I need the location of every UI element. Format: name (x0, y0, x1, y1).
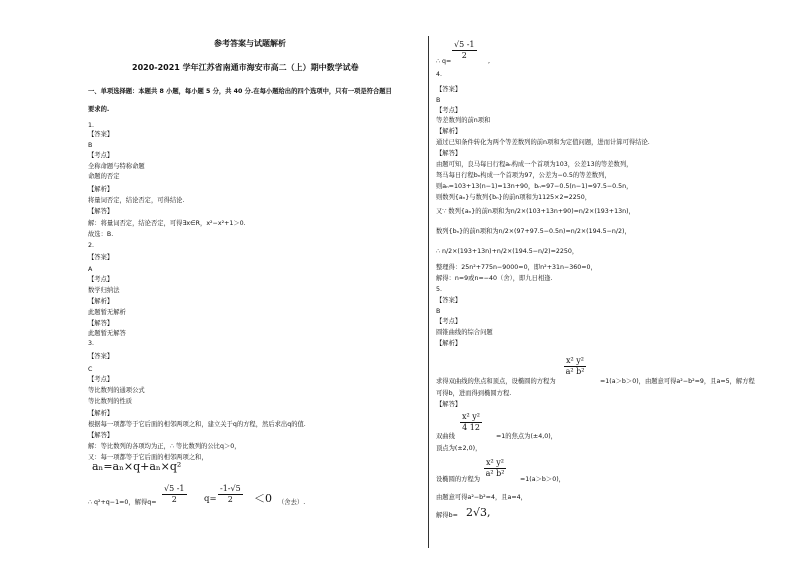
q4-analysis: 通过已知条件转化为两个等差数列的前n项和为定值问题，进而计算可得结论. (436, 139, 650, 146)
q2-analysis: 此题暂无解析 (88, 309, 126, 316)
q2-answer: A (88, 266, 93, 273)
q4-line-5: 又∵ 数列{aₙ}的前n项和为n/2×(103+13n+90)=n/2×(193+13n)， (436, 208, 635, 215)
q3-solution-line-2: 又：每一项都等于它后面的相邻两项之和， (88, 454, 208, 461)
q5-line-5-prefix: 解得b= (436, 512, 458, 519)
q2-number: 2. (88, 242, 95, 249)
q4-analysis-tag: 【解析】 (436, 128, 462, 135)
q5-number: 5. (436, 286, 443, 293)
q4-line-3: 则aₙ=103+13(n−1)=13n+90，bₙ=97−0.5(n−1)=97.5−0.5n， (436, 183, 633, 190)
q3-fraction-a: $\frac{√5 -1}{2}$ (164, 484, 185, 504)
q3-solution-tag: 【解答】 (88, 432, 114, 439)
q5-vertex-line: 顶点为(±2,0)， (436, 445, 482, 452)
q2-answer-tag: 【答案】 (88, 254, 114, 261)
q4-answer-tag: 【答案】 (436, 86, 462, 93)
q5-analysis-line-1: 求得双曲线的焦点和顶点，设椭圆的方程为 (436, 378, 556, 385)
q4-point-1: 等差数列的前n项和 (436, 117, 491, 124)
q3-fraction-b-prefix: q= (204, 494, 217, 504)
q4-line-9: 解得：n=9或n=−40（舍），即九日相逢. (436, 275, 553, 282)
q2-analysis-tag: 【解析】 (88, 298, 114, 305)
q5-analysis-line-1-tail: =1(a＞b＞0)，由题意可得a²−b²=9，且a=5，解方程 (600, 378, 755, 385)
q5-point-tag: 【考点】 (436, 318, 462, 325)
q5-analysis-line-2: 可得b，进而得到椭圆方程. (436, 390, 512, 397)
q1-point-1: 全称命题与特称命题 (88, 163, 145, 170)
doc-subtitle: 2020-2021 学年江苏省南通市海安市高二（上）期中数学试卷 (132, 63, 359, 72)
q5-line-4: 由题意可得a²−b²=4，且a=4， (436, 494, 527, 501)
q5-analysis-tag: 【解析】 (436, 340, 462, 347)
q4-line-2: 驽马每日行程bₙ构成一个首项为97，公差为−0.5的等差数列， (436, 172, 611, 179)
q5-ellipse-fraction: $\frac{\text{x² y²}}{\text{a² b²}}$ (565, 356, 585, 376)
q5-ellipse2-fraction: $\frac{\text{x² y²}}{\text{a² b²}}$ (485, 458, 505, 478)
q4-solution-tag: 【解答】 (436, 150, 462, 157)
q1-answer: B (88, 142, 93, 149)
q5-hyperbola-suffix: =1的焦点为(±4,0)， (496, 433, 557, 440)
section-heading-cont: 要求的. (88, 106, 110, 113)
q3-solution-line-1: 解：等比数列的各项均为正，∴ 等比数列的公比q＞0， (88, 443, 241, 450)
q5-line-5-value: 2√3, (466, 506, 491, 519)
q3-discard: （舍去）. (278, 499, 306, 506)
q2-solution: 此题暂无解答 (88, 330, 126, 337)
q1-number: 1. (88, 122, 95, 129)
q1-answer-tag: 【答案】 (88, 131, 114, 138)
q3-fraction-b: $\frac{-1-√5}{2}$ (220, 484, 241, 504)
q5-answer: B (436, 308, 441, 315)
q1-solution: 解：将量词否定，结论否定，可得∃x∈R，x²−x²+1＞0. (88, 220, 246, 227)
q5-point-1: 圆锥曲线的综合问题 (436, 329, 493, 336)
q5-hyperbola-fraction: $\frac{\text{x² y²}}{4 12}$ (462, 412, 480, 432)
q5-ellipse2-prefix: 设椭圆的方程为 (436, 476, 481, 483)
q1-analysis-tag: 【解析】 (88, 186, 114, 193)
q1-solution-tag: 【解答】 (88, 208, 114, 215)
q5-solution-tag: 【解答】 (436, 401, 462, 408)
q3-point-1: 等比数列的通项公式 (88, 387, 145, 394)
q3-analysis-tag: 【解析】 (88, 410, 114, 417)
q1-point-tag: 【考点】 (88, 152, 114, 159)
q2-point-1: 数学归纳法 (88, 287, 120, 294)
q3-fraction-b-suffix: ＜0 (254, 492, 272, 505)
q3-point-tag: 【考点】 (88, 376, 114, 383)
q3-point-2: 等比数列的性质 (88, 398, 133, 405)
q5-ellipse2-suffix: =1(a＞b＞0)， (520, 476, 565, 483)
q3-number: 3. (88, 340, 95, 347)
q3-equation-main: aₙ=aₙ×q+aₙ×q² (92, 460, 182, 473)
q3-end-comma: , (488, 58, 491, 65)
q1-point-2: 命题的否定 (88, 173, 120, 180)
q4-line-7: ∴ n/2×(193+13n)+n/2×(194.5−n/2)=2250， (436, 248, 579, 255)
q4-point-tag: 【考点】 (436, 107, 462, 114)
q1-analysis: 将量词否定，结论否定，可得结论. (88, 197, 185, 204)
column-divider (428, 36, 429, 548)
q4-answer: B (436, 97, 441, 104)
section-heading: 一、单项选择题：本题共 8 小题，每小题 5 分，共 40 分.在每小题给出的四个选项中，只有一项是符合题目 (88, 88, 392, 95)
q3-answer: C (88, 366, 93, 373)
q3-answer-tag: 【答案】 (88, 353, 114, 360)
q4-line-4: 则数列{aₙ}与数列{bₙ}的前n项和为1125×2=2250， (436, 194, 592, 201)
doc-title: 参考答案与试题解析 (214, 39, 286, 48)
q2-point-tag: 【考点】 (88, 276, 114, 283)
q3-solution-line-4: ∴ q²+q−1=0，解得q= (88, 499, 157, 506)
q4-line-6: 数列{bₙ}的前n项和为n/2×(97+97.5−0.5n)=n/2×(194.5−n/2)， (436, 228, 631, 235)
q4-line-8: 整理得：25n²+775n−9000=0，即n²+31n−360=0， (436, 264, 597, 271)
q5-answer-tag: 【答案】 (436, 297, 462, 304)
q3-end-fraction: $\frac{√5 -1}{2}$ (454, 40, 475, 60)
q4-number: 4. (436, 71, 443, 78)
q3-analysis: 根据每一项都等于它后面的相邻两项之和，建立关于q的方程，然后求出q的值. (88, 421, 306, 428)
q2-solution-tag: 【解答】 (88, 320, 114, 327)
q1-choose: 故选：B. (88, 231, 114, 238)
q5-hyperbola-prefix: 双曲线 (436, 433, 455, 440)
q4-line-1: 由题可知，良马每日行程aₙ构成一个首项为103，公差13的等差数列， (436, 161, 633, 168)
q3-end-q-eq: ∴ q= (436, 58, 452, 65)
